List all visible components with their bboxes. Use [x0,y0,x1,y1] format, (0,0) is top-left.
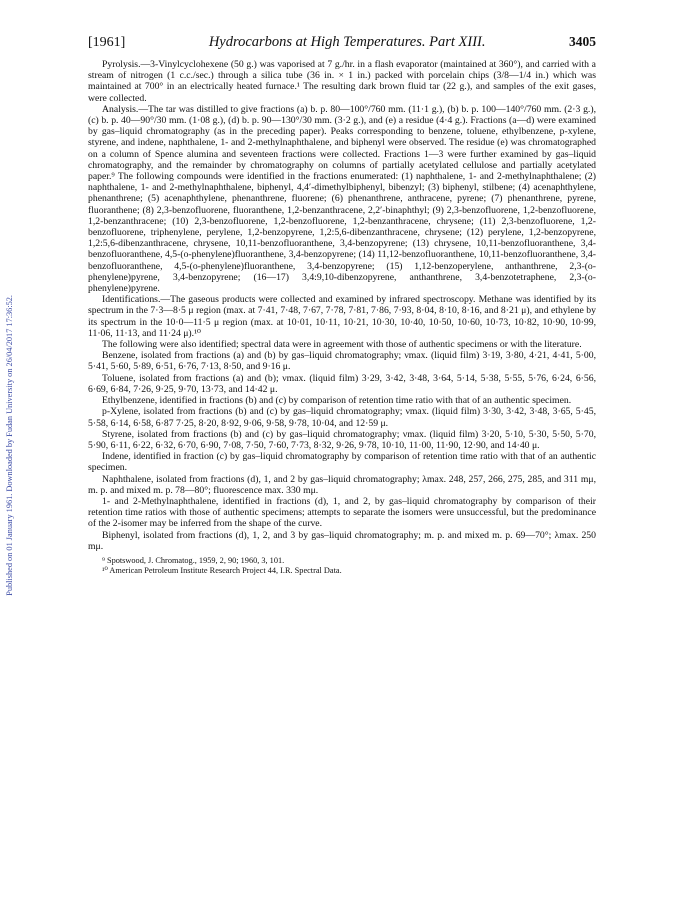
body-text [88,59,596,552]
paragraph-benzene: Benzene, isolated from fractions (a) and (b) by gas–liquid chromatography; νmax. (liquid film) 3·19, 3·80, 4·21, 4·41, 5·00, 5·41, 5·60, 5·89, 6·51, 6·76, 7·13, 8·50, and 9·16 μ. [88,350,596,373]
download-watermark [2,165,16,725]
paragraph-naphthalene: Naphthalene, isolated from fractions (d), 1, and 2 by gas–liquid chromatography; λmax. 248, 257, 266, 275, 285, and 311 mμ, m. p. and mixed m. p. 78—80°; fluorescence max. 330 mμ. [88,473,596,496]
paragraph-pyrolysis: Pyrolysis.—3-Vinylcyclohexene (50 g.) was vaporised at 7 g./hr. in a flash evaporator (maintained at 360°), and carried with a stream of nitrogen (1 c.c./sec.) through a silica tube (36 in. × 1 in.) packed with porcelain chips (3/8—1/4 in.) which was maintained at 700° in an electrically heated furnace.¹ The resulting dark brown fluid tar (22 g.), and samples of the exit gases, were collected. [88,59,596,104]
paragraph-indene: Indene, identified in fraction (c) by gas–liquid chromatography by comparison of retention time ratio with that of an authentic specimen. [88,451,596,474]
page-number: 3405 [569,34,596,49]
footnotes [88,556,596,575]
header-title: Hydrocarbons at High Temperatures. Part XIII. [208,34,486,50]
paragraph-biphenyl: Biphenyl, isolated from fractions (d), 1, 2, and 3 by gas–liquid chromatography; m. p. and mixed m. p. 69—70°; λmax. 250 mμ. [88,529,596,552]
footnote-10: ¹⁰ American Petroleum Institute Research Project 44, I.R. Spectral Data. [102,565,342,575]
header-year: [1961] [88,35,126,50]
paragraph-toluene: Toluene, isolated from fractions (a) and (b); νmax. (liquid film) 3·29, 3·42, 3·48, 3·64, 5·14, 5·38, 5·55, 5·76, 6·24, 6·56, 6·69, 6·84, 7·26, 9·25, 9·70, 13·73, and 14·42 μ. [88,372,596,395]
journal-page [88,34,596,575]
download-note: Published on 01 January 1961. Downloaded by Fudan University on 26/04/2017 17:36:52. [4,294,14,596]
paragraph-methylnaphthalene: 1- and 2-Methylnaphthalene, identified in fractions (d), 1, and 2, by gas–liquid chromatography by comparison of their retention time ratios with those of authentic specimens; attempts to separate the isomers were unsuccessful, but the predominance of the 2-isomer may be inferred from the shape of the curve. [88,495,596,530]
footnote-9: ⁹ Spotswood, J. Chromatog., 1959, 2, 90; 1960, 3, 101. [102,555,285,565]
paragraph-ethylbenzene: Ethylbenzene, identified in fractions (b) and (c) by comparison of retention time ratio with that of an authentic specimen. [102,395,572,407]
running-header [88,34,596,51]
paragraph-identifications: Identifications.—The gaseous products were collected and examined by infrared spectroscopy. Methane was identified by its spectrum in the 7·3—8·5 μ region (max. at 7·41, 7·48, 7·67, 7·78, 7·81, 7·86, 7·93, 8·04, 8·10, 8·16, and 8·21 μ), and ethylene by its spectrum in the 10·0—11·5 μ region (max. at 10·01, 10·11, 10·21, 10·30, 10·40, 10·50, 10·60, 10·73, 10·82, 10·90, 10·99, 11·06, 11·13, and 11·24 μ).¹⁰ [88,294,596,339]
paragraph-also-identified: The following were also identified; spectral data were in agreement with those of authentic specimens or with the literature. [102,339,582,351]
paragraph-p-xylene: p-Xylene, isolated from fractions (b) and (c) by gas–liquid chromatography; νmax. (liquid film) 3·30, 3·42, 3·48, 3·65, 5·45, 5·58, 6·14, 6·58, 6·87 7·25, 8·20, 8·92, 9·06, 9·58, 9·78, 10·04, and 12·59 μ. [88,406,596,429]
paragraph-styrene: Styrene, isolated from fractions (b) and (c) by gas–liquid chromatography; νmax. (liquid film) 3·20, 5·10, 5·30, 5·50, 5·70, 5·90, 6·11, 6·22, 6·32, 6·70, 6·90, 7·08, 7·50, 7·60, 7·73, 8·32, 9·26, 9·78, 10·10, 11·00, 11·90, 12·90, and 14·40 μ. [88,428,596,451]
paragraph-analysis: Analysis.—The tar was distilled to give fractions (a) b. p. 80—100°/760 mm. (11·1 g.), (b) b. p. 100—140°/760 mm. (2·3 g.), (c) b. p. 40—90°/30 mm. (1·08 g.), (d) b. p. 90—130°/30 mm. (3·2 g.), and (e) a residue (4·4 g.). Fractions (a—d) were examined by gas–liquid chromatography (as in the preceding paper). Peaks corresponding to benzene, toluene, ethylbenzene, p-xylene, styrene, and indene, naphthalene, 1- and 2-methylnaphthalene, and biphenyl were observed. The residue (e) was chromatographed on a column of Spence alumina and seventeen fractions were collected. Fractions 1—3 were further examined by gas–liquid chromatography, and the remainder by chromatography on columns of partially acetylated cellulose and partially acetylated paper.⁹ The following compounds were identified in the fractions enumerated: (1) naphthalene, 1- and 2-methylnaphthalene; (2) naphthalene, 1- and 2-methylnaphthalene, biphenyl, 4,4′-dimethylbiphenyl, bibenzyl; (3) biphenyl, stilbene; (4) acenaphthylene, phenanthrene; (5) acenaphthylene, phenanthrene, fluorene; (6) phenanthrene, anthracene, pyrene; (7) phenanthrene, pyrene, fluoranthene; (8) 2,3-benzofluorene, fluoranthene, 1,2-benzanthracene, 2,2′-binaphthyl; (9) 2,3-benzofluorene, 1,2-benzofluorene, 1,2-benzanthracene; (10) 2,3-benzofluorene, 1,2-benzofluorene, 1,2-benzanthracene, chrysene; (11) 2,3-benzofluorene, 1,2-benzofluorene, triphenylene, perylene, 1,2-benzopyrene, 1,2:5,6-dibenzanthracene, chrysene; (12) perylene, 1,2-benzopyrene, 1,2:5,6-dibenzanthracene, chrysene, 10,11-benzofluoranthene, 3,4-benzopyrene; (13) chrysene, 10,11-benzofluoranthene, 3,4-benzofluoranthene, 4,5-(o-phenylene)fluoranthene, 3,4-benzopyrene; (14) 11,12-benzofluoranthene, 10,11-benzofluoranthene, 3,4-benzofluoranthene, 4,5-(o-phenylene)fluoranthene, 3,4-benzopyrene; (15) 1,12-benzoperylene, anthanthrene, 2,3-(o-phenylene)pyrene, 3,4-benzopyrene; (16—17) 3,4:9,10-dibenzopyrene, anthanthrene, 3,4-benzotetraphene, 2,3-(o-phenylene)pyrene. [88,103,596,295]
